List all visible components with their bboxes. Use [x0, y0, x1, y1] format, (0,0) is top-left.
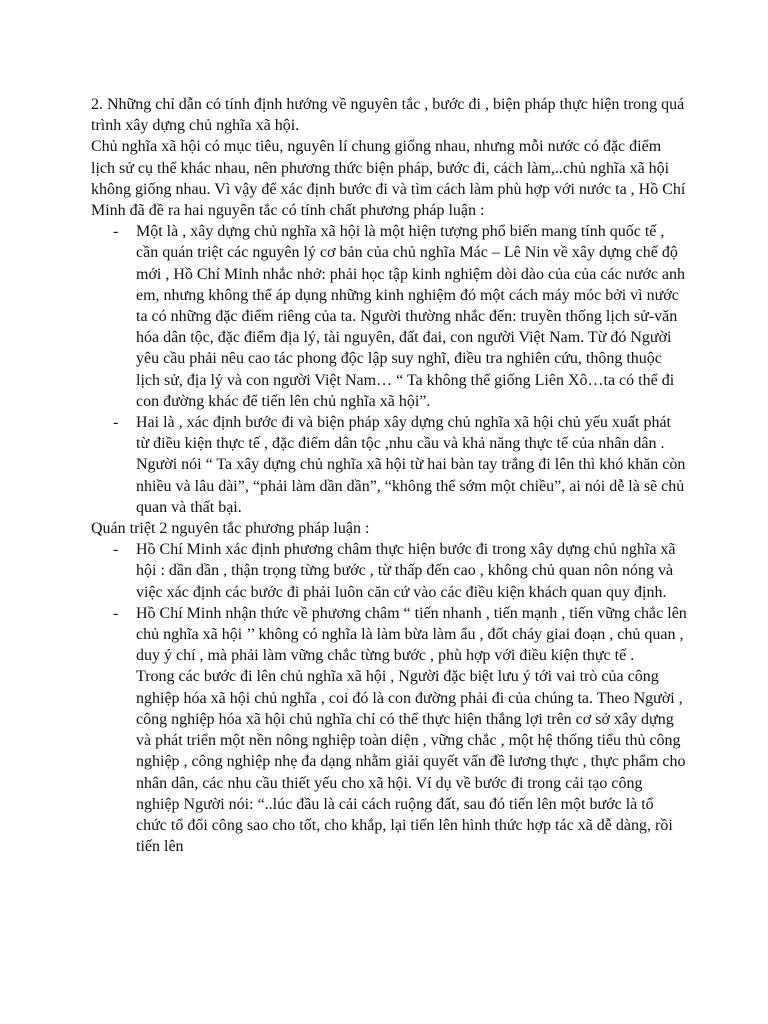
section-heading: 2. Những chỉ dẫn có tính định hướng về nguyên tắc , bước đi , biện pháp thực hiện trong quá trình xây dựng chủ nghĩa xã hội.: [91, 96, 685, 135]
list-item: [91, 221, 687, 412]
list-item-text: Một là , xây dựng chủ nghĩa xã hội là một hiện tượng phổ biến mang tính quốc tế , cần quán triệt các nguyên lý cơ bản của chủ nghĩa Mác – Lê Nin về xây dựng chế độ mới , Hồ Chí Minh nhắc nhở: phải học tập kinh nghiệm dòi dào của của các nước anh em, nhưng không thể áp dụng những kinh nghiệm đó một cách máy móc bởi vì nước ta có những đặc điểm riêng của ta. Người thường nhắc đến: truyền thống lịch sử-văn hóa dân tộc, đặc điểm địa lý, tài nguyên, đất đai, con người Việt Nam. Từ đó Người yêu cầu phải nêu cao tác phong độc lập suy nghĩ, điều tra nghiên cứu, thông thuộc lịch sử, địa lý và con người Việt Nam… “ Ta không thể giống Liên Xô…ta có thể đi con đường khác để tiến lên chủ nghĩa xã hội”.: [136, 223, 686, 410]
intro-paragraph: Chủ nghĩa xã hội có mục tiêu, nguyên lí chung giống nhau, nhưng mỗi nước có đặc điểm lịch sử cụ thể khác nhau, nên phương thức biện pháp, bước đi, cách làm,..chủ nghĩa xã hội không giống nhau. Vì vậy để xác định bước đi và tìm cách làm phù hợp với nước ta , Hồ Chí Minh đã đề ra hai nguyên tắc có tính chất phương pháp luận :: [91, 138, 686, 220]
list-item-text: Hồ Chí Minh nhận thức về phương châm “ tiến nhanh , tiến mạnh , tiến vững chắc lên chủ nghĩa xã hội ’’ không có nghĩa là làm bừa làm ẩu , đốt cháy giai đoạn , chủ quan , duy ý chí , mà phải làm vững chắc từng bước , phù hợp với điều kiện thực tế .: [136, 604, 687, 665]
section-heading-2: Quán triệt 2 nguyên tắc phương pháp luận :: [91, 520, 370, 538]
applications-list: [91, 539, 687, 666]
list-item: [91, 539, 687, 603]
list-item-text: Hai là , xác định bước đi và biện pháp xây dựng chủ nghĩa xã hội chủ yếu xuất phát từ điều kiện thực tế , đặc điểm dân tộc ,nhu cầu và khả năng thực tế của nhân dân . Người nói “ Ta xây dựng chủ nghĩa xã hội từ hai bàn tay trắng đi lên thì khó khăn còn nhiều và lâu dài”, “phải làm dần dần”, “không thể sớm một chiều”, ai nói dễ là sẽ chủ quan và thất bại.: [136, 414, 686, 516]
document-page: [91, 94, 687, 857]
principles-list: [91, 221, 687, 518]
dash-bullet: -: [113, 223, 119, 241]
list-item-text: Hồ Chí Minh xác định phương châm thực hiện bước đi trong xây dựng chủ nghĩa xã hội : dần dần , thận trọng từng bước , từ thấp đến cao , không chủ quan nôn nóng và việc xác định các bước đi phải luôn căn cứ vào các điều kiện khách quan quy định.: [136, 541, 676, 601]
dash-bullet: -: [113, 414, 119, 432]
dash-bullet: -: [113, 541, 119, 559]
list-item: [91, 603, 687, 667]
continuation-paragraph: Trong các bước đi lên chủ nghĩa xã hội , Người đặc biệt lưu ý tới vai trò của công nghiệp hóa xã hội chủ nghĩa , coi đó là con đường phải đi của chúng ta. Theo Người , công nghiệp hóa xã hội chủ nghĩa chỉ có thể thực hiện thắng lợi trên cơ sở xây dựng và phát triển một nền nông nghiệp toàn diện , vững chắc , một hệ thống tiểu thủ công nghiệp , công nghiệp nhẹ đa dạng nhằm giải quyết vấn đề lương thực , thực phẩm cho nhân dân, các nhu cầu thiết yếu cho xã hội. Ví dụ về bước đi trong cải tạo công nghiệp Người nói: “..lúc đầu là cải cách ruộng đất, sau đó tiến lên một bước là tổ chức tổ đổi công sao cho tốt, cho khắp, lại tiến lên hình thức hợp tác xã dễ dàng, rồi tiến lên: [136, 668, 686, 856]
dash-bullet: -: [113, 604, 119, 622]
list-item: [91, 412, 687, 518]
